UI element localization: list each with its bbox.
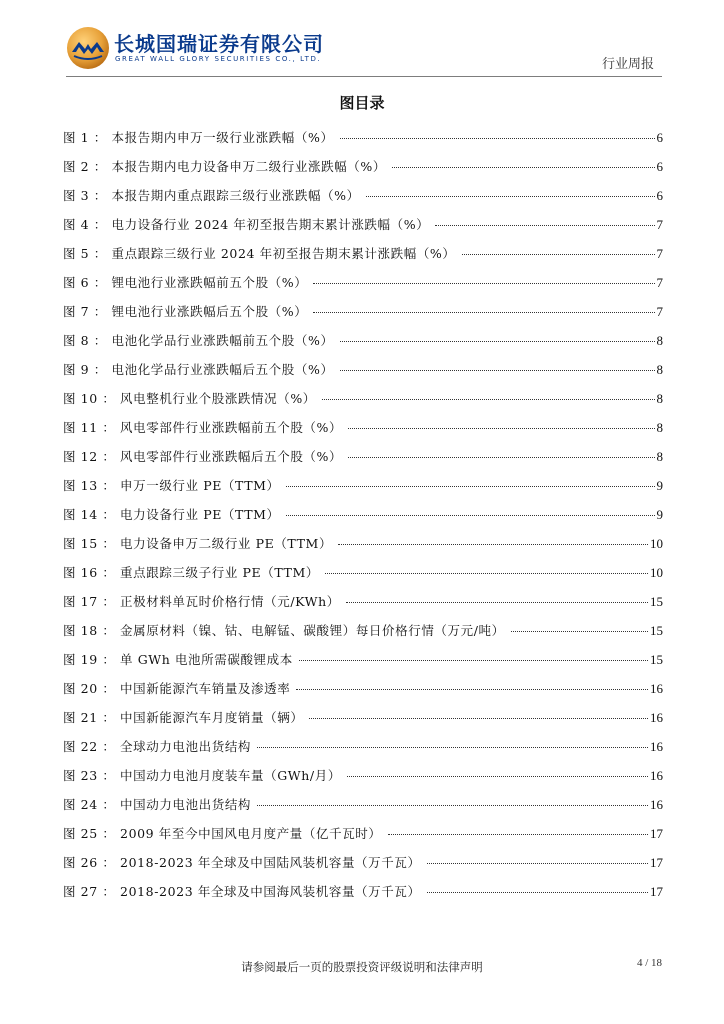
toc-entry-page[interactable]: 7 [656,217,663,232]
toc-entry[interactable] [63,446,663,475]
toc-entry-label[interactable]: 图 9 ： 电池化学品行业涨跌幅后五个股（%） [63,362,334,377]
figure-index-list [63,127,663,910]
toc-entry[interactable] [63,533,663,562]
toc-entry[interactable] [63,591,663,620]
toc-entry[interactable] [63,359,663,388]
toc-entry-page[interactable]: 9 [656,478,663,493]
toc-entry[interactable] [63,649,663,678]
toc-entry-page[interactable]: 15 [650,623,663,638]
toc-entry[interactable] [63,127,663,156]
dot-leader [313,282,654,284]
toc-entry-page[interactable]: 8 [656,362,663,377]
toc-entry[interactable] [63,707,663,736]
page-indicator: 4 / 18 [636,957,662,969]
toc-entry-label[interactable]: 图 13 ： 申万一级行业 PE（TTM） [63,478,280,493]
dot-leader [427,891,648,893]
dot-leader [313,311,654,313]
toc-entry-page[interactable]: 6 [656,159,663,174]
toc-entry-page[interactable]: 8 [656,449,663,464]
company-logo-icon [66,26,110,70]
company-name-cn: 长城国瑞证券有限公司 [114,32,324,56]
dot-leader [322,398,655,400]
toc-entry-label[interactable]: 图 11 ： 风电零部件行业涨跌幅前五个股（%） [63,420,343,435]
dot-leader [325,572,648,574]
dot-leader [511,630,648,632]
dot-leader [366,195,655,197]
dot-leader [340,369,655,371]
toc-entry-page[interactable]: 17 [650,855,663,870]
dot-leader [392,166,655,168]
toc-entry-label[interactable]: 图 26 ： 2018-2023 年全球及中国陆风装机容量（万千瓦） [63,855,421,870]
toc-entry[interactable] [63,301,663,330]
dot-leader [427,862,648,864]
page-header [0,0,724,78]
toc-entry[interactable] [63,185,663,214]
dot-leader [286,485,655,487]
dot-leader [299,659,648,661]
toc-entry[interactable] [63,620,663,649]
toc-entry[interactable] [63,736,663,765]
dot-leader [309,717,648,719]
toc-entry-label[interactable]: 图 18 ： 金属原材料（镍、钴、电解锰、碳酸锂）每日价格行情（万元/吨） [63,623,505,638]
toc-entry[interactable] [63,794,663,823]
toc-entry[interactable] [63,417,663,446]
toc-entry-page[interactable]: 6 [656,130,663,145]
toc-entry-label[interactable]: 图 23 ： 中国动力电池月度装车量（GWh/月） [63,768,341,783]
dot-leader [347,775,648,777]
toc-entry-label[interactable]: 图 27 ： 2018-2023 年全球及中国海风装机容量（万千瓦） [63,884,421,899]
dot-leader [348,427,654,429]
toc-entry[interactable] [63,823,663,852]
toc-entry-page[interactable]: 16 [650,768,663,783]
toc-entry-label[interactable]: 图 25 ： 2009 年至今中国风电月度产量（亿千瓦时） [63,826,382,841]
toc-entry-page[interactable]: 7 [656,304,663,319]
toc-entry[interactable] [63,214,663,243]
toc-entry-label[interactable]: 图 6 ： 锂电池行业涨跌幅前五个股（%） [63,275,308,290]
dot-leader [348,456,654,458]
toc-entry-page[interactable]: 10 [650,565,663,580]
dot-leader [257,804,648,806]
toc-entry[interactable] [63,272,663,301]
toc-entry-label[interactable]: 图 15 ： 电力设备申万二级行业 PE（TTM） [63,536,333,551]
dot-leader [435,224,654,226]
dot-leader [462,253,655,255]
toc-entry-label[interactable]: 图 3 ： 本报告期内重点跟踪三级行业涨跌幅（%） [63,188,360,203]
toc-entry-label[interactable]: 图 1 ： 本报告期内申万一级行业涨跌幅（%） [63,130,334,145]
toc-entry-page[interactable]: 9 [656,507,663,522]
toc-entry-label[interactable]: 图 14 ： 电力设备行业 PE（TTM） [63,507,280,522]
toc-entry-label[interactable]: 图 7 ： 锂电池行业涨跌幅后五个股（%） [63,304,308,319]
dot-leader [296,688,648,690]
toc-entry[interactable] [63,881,663,910]
toc-entry[interactable] [63,562,663,591]
toc-entry[interactable] [63,388,663,417]
toc-entry[interactable] [63,765,663,794]
toc-entry[interactable] [63,852,663,881]
toc-entry-page[interactable]: 10 [650,536,663,551]
toc-entry-label[interactable]: 图 20 ： 中国新能源汽车销量及渗透率 [63,681,291,696]
toc-title: 图目录 [339,94,385,112]
toc-entry-label[interactable]: 图 21 ： 中国新能源汽车月度销量（辆） [63,710,304,725]
dot-leader [257,746,648,748]
toc-entry[interactable] [63,243,663,272]
toc-entry-page[interactable]: 7 [656,275,663,290]
toc-entry-page[interactable]: 6 [656,188,663,203]
toc-entry-page[interactable]: 16 [650,681,663,696]
toc-entry-page[interactable]: 8 [656,420,663,435]
header-divider [66,76,662,77]
toc-entry-page[interactable]: 16 [650,739,663,754]
toc-entry-label[interactable]: 图 4 ： 电力设备行业 2024 年初至报告期末累计涨跌幅（%） [63,217,430,232]
toc-entry-page[interactable]: 16 [650,710,663,725]
report-type-label: 行业周报 [601,57,654,72]
dot-leader [338,543,648,545]
toc-entry-page[interactable]: 17 [650,826,663,841]
toc-entry[interactable] [63,678,663,707]
dot-leader [388,833,648,835]
toc-entry-page[interactable]: 8 [656,391,663,406]
toc-entry-page[interactable]: 15 [650,652,663,667]
toc-entry[interactable] [63,475,663,504]
toc-entry-page[interactable]: 17 [650,884,663,899]
toc-entry-page[interactable]: 16 [650,797,663,812]
toc-entry-page[interactable]: 15 [650,594,663,609]
company-name-en: GREAT WALL GLORY SECURITIES CO., LTD. [115,55,322,63]
toc-entry-page[interactable]: 8 [656,333,663,348]
toc-entry-label[interactable]: 图 19 ： 单 GWh 电池所需碳酸锂成本 [63,652,293,667]
footer-disclaimer: 请参阅最后一页的股票投资评级说明和法律声明 [241,960,483,974]
dot-leader [340,137,655,139]
toc-entry[interactable] [63,330,663,359]
toc-entry-label[interactable]: 图 12 ： 风电零部件行业涨跌幅后五个股（%） [63,449,343,464]
toc-entry-label[interactable]: 图 10 ： 风电整机行业个股涨跌情况（%） [63,391,316,406]
toc-entry-label[interactable]: 图 8 ： 电池化学品行业涨跌幅前五个股（%） [63,333,334,348]
toc-entry-label[interactable]: 图 2 ： 本报告期内电力设备申万二级行业涨跌幅（%） [63,159,386,174]
toc-entry-label[interactable]: 图 24 ： 中国动力电池出货结构 [63,797,252,812]
toc-entry-label[interactable]: 图 5 ： 重点跟踪三级行业 2024 年初至报告期末累计涨跌幅（%） [63,246,456,261]
toc-entry-label[interactable]: 图 22 ： 全球动力电池出货结构 [63,739,252,754]
toc-entry[interactable] [63,156,663,185]
dot-leader [346,601,648,603]
toc-entry-label[interactable]: 图 16 ： 重点跟踪三级子行业 PE（TTM） [63,565,319,580]
toc-entry[interactable] [63,504,663,533]
dot-leader [340,340,655,342]
toc-entry-label[interactable]: 图 17 ： 正极材料单瓦时价格行情（元/KWh） [63,594,340,609]
toc-entry-page[interactable]: 7 [656,246,663,261]
dot-leader [286,514,655,516]
